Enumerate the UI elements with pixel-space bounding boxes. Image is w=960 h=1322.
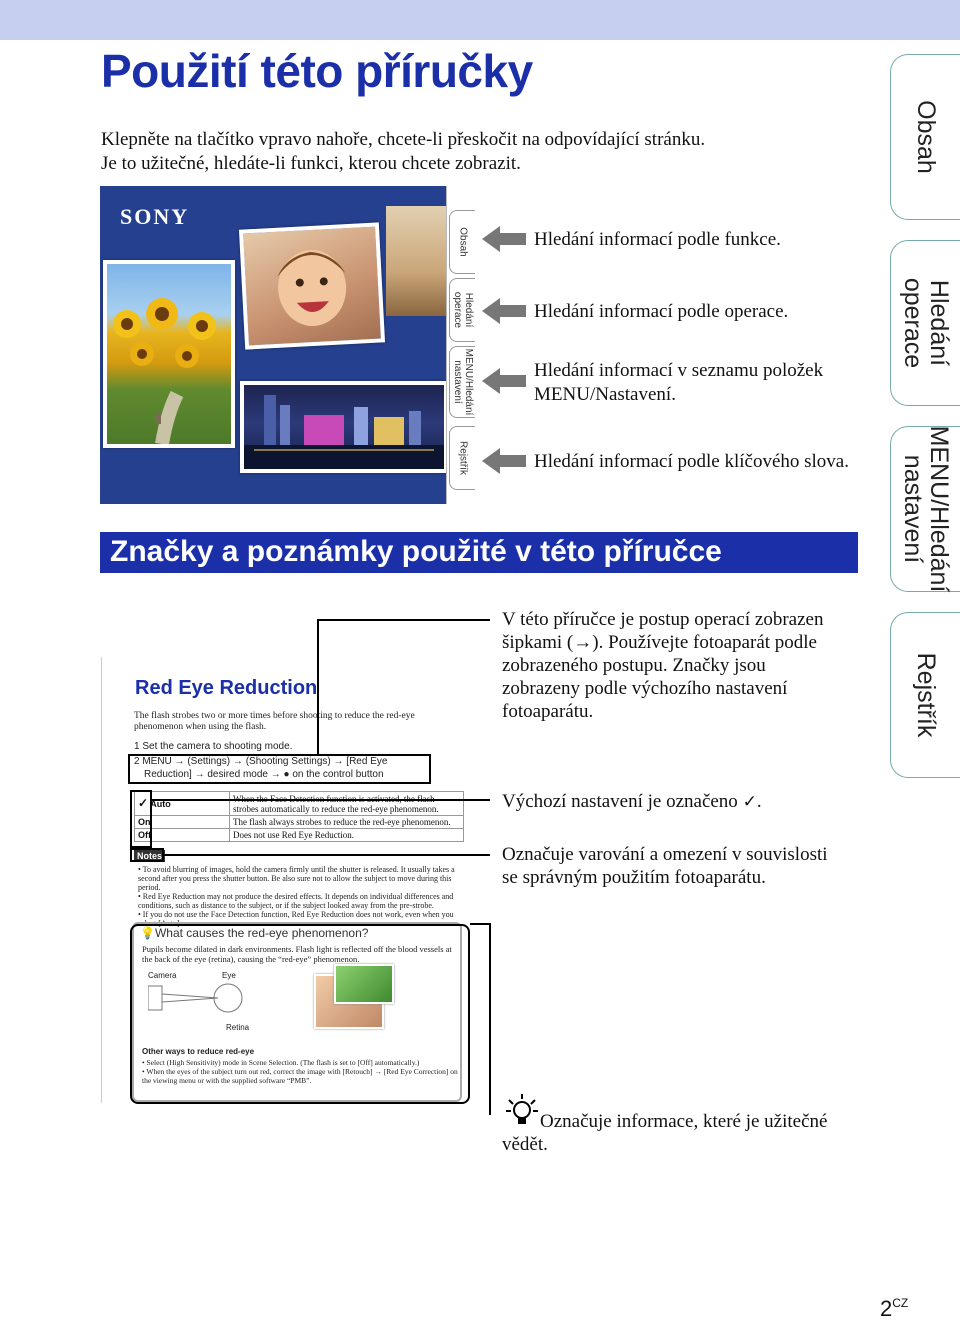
- arrow-left-icon: [482, 368, 526, 394]
- diagram-retina-label: Retina: [226, 1023, 250, 1032]
- tab-menu-hledani-nastaveni-label: MENU/Hledání nastavení: [898, 425, 953, 593]
- mode-name: Off: [135, 829, 230, 842]
- sunflower-illustration: [107, 264, 231, 444]
- cover-tab-menu-hledani-label: MENU/Hledání nastavení: [451, 348, 474, 416]
- desc-default-end: .: [756, 791, 762, 812]
- tab-rejstrik[interactable]: [890, 612, 960, 778]
- notes-label: Notes: [134, 850, 165, 862]
- mode-desc: When the Face Detection function is activated, the flash strobes automatically to reduce the red-eye phenomenon.: [230, 792, 464, 816]
- tab-obsah[interactable]: [890, 54, 960, 220]
- page-number-value: 2: [880, 1296, 893, 1321]
- cover-tab-hledani-operace-label: Hledání operace: [451, 291, 474, 329]
- lookup-menu: Hledání informací v seznamu položek MENU/Nastavení.: [534, 360, 824, 405]
- mode-desc: Does not use Red Eye Reduction.: [230, 829, 464, 842]
- cover-tab-obsah: [449, 210, 475, 274]
- list-item: • Select (High Sensitivity) mode in Scene Selection. (The flash is set to [Off] automatically.): [142, 1058, 420, 1067]
- desc-hint: Označuje informace, které je užitečné vědět.: [502, 1111, 828, 1155]
- list-item: • When the eyes of the subject turn out red, correct the image with [Retouch] → [Red Eye Correction] on the viewing menu or with the supplied software “PMB”.: [142, 1067, 458, 1085]
- toys-photo: [386, 206, 446, 316]
- desc-warning: Označuje varování a omezení v souvislosti se správným použitím fotoaparátu.: [502, 844, 828, 888]
- tab-hledani-operace[interactable]: [890, 240, 960, 406]
- arrow-left-icon: [482, 448, 526, 474]
- desc-default: [502, 790, 762, 813]
- city-photo: [240, 381, 448, 473]
- arrow-left-icon: [482, 226, 526, 252]
- lookup-operation: Hledání informací podle operace.: [534, 301, 789, 322]
- section-header: [100, 532, 858, 573]
- cover-tab-rejstrik-label: Rejstřík: [457, 441, 468, 475]
- intro-text: [101, 128, 801, 176]
- sample-intro: The flash strobes two or more times before shooting to reduce the red-eye phenomenon when using the flash.: [134, 711, 415, 732]
- page-title: Použití této příručky: [101, 45, 533, 97]
- mode-desc: The flash always strobes to reduce the red-eye phenomenon.: [230, 816, 464, 829]
- lookup-keyword: Hledání informací podle klíčového slova.: [534, 451, 849, 472]
- cover-thumbnail: [100, 186, 476, 504]
- tip-title: What causes the red-eye phenomenon?: [154, 926, 369, 940]
- mode-name: On: [135, 816, 230, 829]
- lookup-function: Hledání informací podle funkce.: [534, 229, 781, 250]
- desc-default-text: Výchozí nastavení je označeno: [502, 791, 738, 812]
- sample-heading: Red Eye Reduction: [135, 677, 318, 699]
- cover-tab-menu-hledani: [449, 346, 475, 418]
- tab-rejstrik-label: Rejstřík: [911, 652, 940, 738]
- sample-step-1: 1 Set the camera to shooting mode.: [134, 741, 293, 752]
- sunflower-photo: [103, 260, 235, 448]
- checkmark-icon: ✓: [138, 796, 149, 810]
- list-item: • To avoid blurring of images, hold the camera firmly until the shutter is released. It usually takes a second after you press the shutter button. Be also sure not to allow the subject to move during this period.: [138, 865, 455, 892]
- callout-default-mark: [130, 790, 152, 848]
- desc-arrows: V této příručce je postup operací zobrazen šipkami (→). Používejte fotoaparát podle zobrazeného postupu. Značky jsou zobrazeny podle výchozího nastavení fotoaparátu.: [502, 609, 824, 722]
- intro-line-2: Je to užitečné, hledáte-li funkci, kterou chcete zobrazit.: [101, 153, 521, 174]
- sony-logo: SONY: [120, 204, 190, 229]
- tab-hledani-operace-label: Hledání operace: [898, 277, 953, 369]
- cover-tab-hledani-operace: [449, 278, 475, 342]
- tab-obsah-label: Obsah: [911, 100, 940, 174]
- city-illustration: [244, 385, 444, 469]
- list-item: • If you do not use the Face Detection function, Red Eye Reduction does not work, even when you select [Auto].: [138, 910, 454, 928]
- child-photo: [239, 222, 385, 349]
- lightbulb-icon: 💡: [140, 926, 155, 940]
- tip-text: Pupils become dilated in dark environments. Flash light is reflected off the blood vessels at the back of the eye (retina), causing the “red-eye” phenomenon.: [142, 944, 452, 964]
- cover-tab-strip: [446, 186, 476, 504]
- connector-lines: [150, 610, 510, 1130]
- page-number: [880, 1296, 908, 1322]
- section-title: Značky a poznámky použité v této příručce: [110, 535, 722, 568]
- mode-name: Auto: [150, 799, 171, 809]
- sample-step-2a: 2 MENU → (Settings) → (Shooting Settings) → [Red Eye: [134, 756, 388, 767]
- diagram-camera-label: Camera: [148, 971, 177, 980]
- diagram-eye-label: Eye: [222, 971, 236, 980]
- list-item: • Red Eye Reduction may not produce the desired effects. It depends on individual differences and conditions, such as distance to the subject, or if the subject looked away from the pre-strobe.: [138, 892, 454, 910]
- intro-line-1: Klepněte na tlačítko vpravo nahoře, chcete-li přeskočit na odpovídající stránku.: [101, 129, 706, 150]
- page-number-suffix: CZ: [892, 1296, 909, 1310]
- top-bar: [0, 0, 960, 40]
- other-ways-title: Other ways to reduce red-eye: [142, 1047, 255, 1056]
- checkmark-icon: ✓: [742, 792, 757, 811]
- cover-tab-obsah-label: Obsah: [457, 227, 468, 257]
- cover-tab-rejstrik: [449, 426, 475, 490]
- child-illustration: [243, 227, 381, 346]
- arrow-left-icon: [482, 298, 526, 324]
- tab-menu-hledani-nastaveni[interactable]: [890, 426, 960, 592]
- sample-step-2b: Reduction] → desired mode → ● on the control button: [144, 769, 384, 780]
